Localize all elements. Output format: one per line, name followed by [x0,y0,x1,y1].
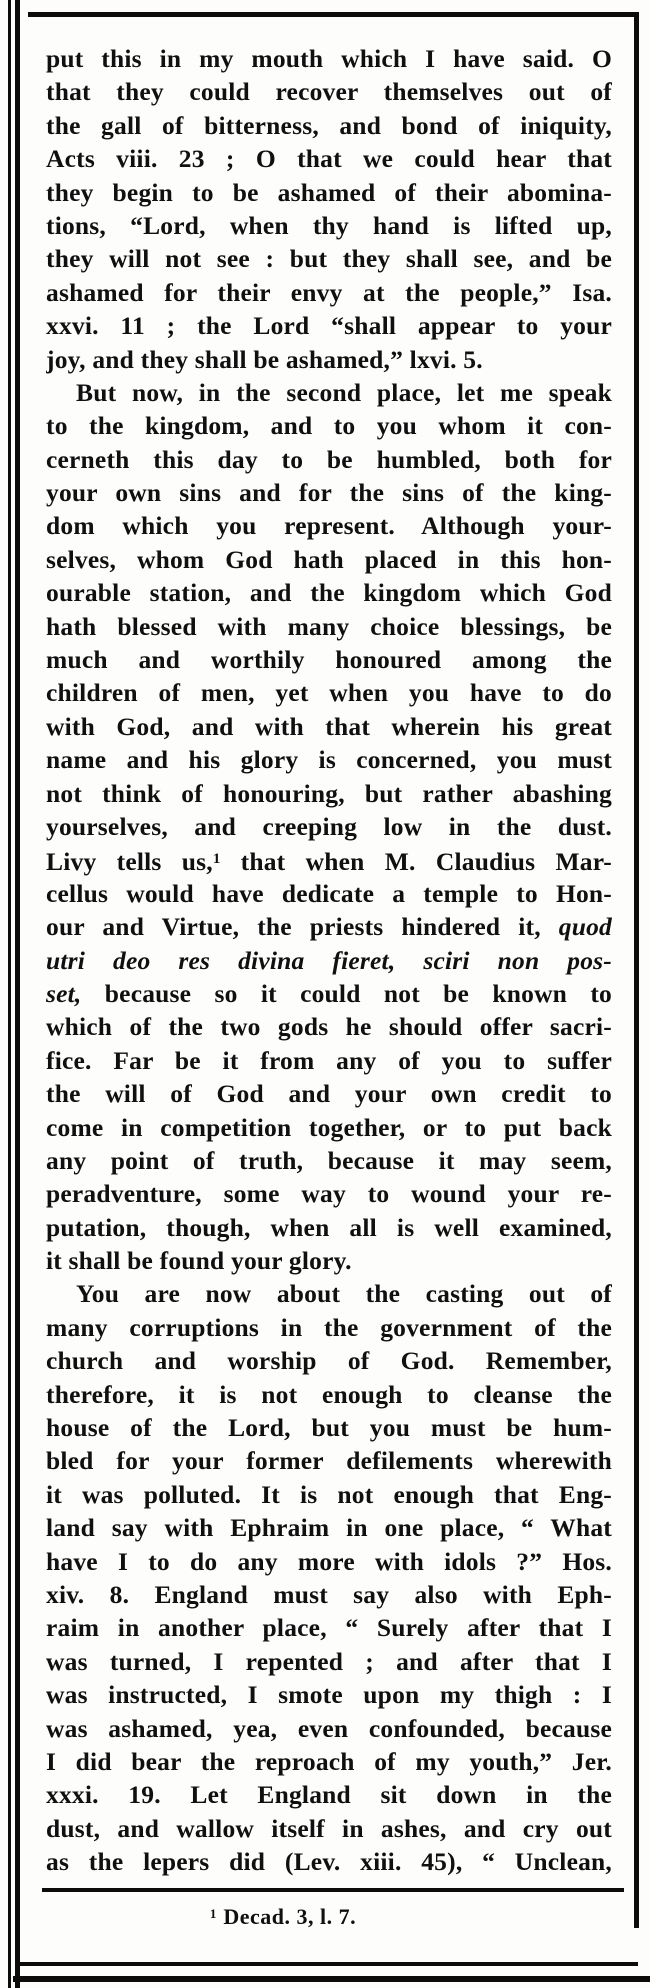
text-line: the gall of bitterness, and bond of iniquity, [46,110,612,140]
footnote-text: Decad. 3, l. 7. [223,1904,357,1929]
text-line: therefore, it is not enough to cleanse the [46,1379,612,1409]
text-line: to the kingdom, and to you whom it con- [46,411,612,441]
text-line: Livy tells us,$^1$ that when M. Claudius Mar- [46,847,612,877]
text-line: name and his glory is concerned, you must [46,745,612,775]
footnote-reference-mark: 1 [209,1906,217,1921]
text-line: I did bear the reproach of my youth,” Jer. [46,1746,612,1776]
text-line: have I to do any more with idols ?” Hos. [46,1546,612,1576]
text-line: many corruptions in the government of the [46,1312,612,1342]
text-line: church and worship of God. Remember, [46,1346,612,1376]
text-line: hath blessed with many choice blessings, be [46,611,612,641]
text-line: it was polluted. It is not enough that Eng- [46,1479,612,1509]
text-line: set, because so it could not be known to [46,978,612,1008]
text-line: that they could recover themselves out of [46,77,612,107]
text-line: But now, in the second place, let me speak [76,377,612,407]
text-line: the will of God and your own credit to [46,1079,612,1109]
bottom-border-rule-lower [13,1976,650,1982]
top-border-rule [28,12,639,17]
text-line: as the lepers did (Lev. xiii. 45), “ Unclean, [46,1847,612,1877]
text-line: xxvi. 11 ; the Lord “shall appear to your [46,311,612,341]
text-line: xiv. 8. England must say also with Eph- [46,1579,612,1609]
text-line: utri deo res divina fieret, sciri non pos- [46,945,612,975]
text-line: much and worthily honoured among the [46,645,612,675]
right-border-rule [634,12,639,1928]
text-line: bled for your former defilements wherewith [46,1446,612,1476]
text-line: peradventure, some way to wound your re- [46,1179,612,1209]
text-line: was instructed, I smote upon my thigh : I [46,1680,612,1710]
text-line: they will not see : but they shall see, and be [46,244,612,274]
text-line: Acts viii. 23 ; O that we could hear that [46,144,612,174]
text-line: your own sins and for the sins of the king- [46,478,612,508]
text-line: cellus would have dedicate a temple to Hon- [46,878,612,908]
text-line: our and Virtue, the priests hindered it, quod [46,912,612,942]
text-line: tions, “Lord, when thy hand is lifted up, [46,210,612,240]
page-text-column [46,42,612,1878]
text-line: come in competition together, or to put back [46,1112,612,1142]
text-line: it shall be found your glory. [46,1246,352,1276]
text-line: dom which you represent. Although your- [46,511,612,541]
text-line: which of the two gods he should offer sacri- [46,1012,612,1042]
text-line: they begin to be ashamed of their abomina- [46,177,612,207]
text-line: cerneth this day to be humbled, both for [46,444,612,474]
text-line: dust, and wallow itself in ashes, and cry out [46,1813,612,1843]
text-line: putation, though, when all is well examined, [46,1212,612,1242]
text-line: with God, and with that wherein his great [46,711,612,741]
text-line: children of men, yet when you have to do [46,678,612,708]
left-outer-border-rule [8,0,11,1988]
text-line: ashamed for their envy at the people,” Isa. [46,277,612,307]
text-line: land say with Ephraim in one place, “ What [46,1513,612,1543]
text-line: raim in another place, “ Surely after that I [46,1613,612,1643]
text-line: house of the Lord, but you must be hum- [46,1413,612,1443]
text-line: fice. Far be it from any of you to suffer [46,1045,612,1075]
bottom-border-rule-upper [20,1962,638,1966]
text-line: any point of truth, because it may seem, [46,1145,612,1175]
text-line: put this in my mouth which I have said. O [46,44,612,73]
text-line: ourable station, and the kingdom which God [46,578,612,608]
footnote-reference-mark: 1 [212,851,221,868]
left-inner-border-rule [15,0,20,1988]
text-line: yourselves, and creeping low in the dust. [46,811,612,841]
text-line: You are now about the casting out of [76,1279,612,1309]
footnote-separator-rule [42,1888,624,1892]
text-line: was turned, I repented ; and after that I [46,1646,612,1676]
footnote [48,1904,518,1930]
text-line: selves, whom God hath placed in this hon- [46,544,612,574]
text-line: xxxi. 19. Let England sit down in the [46,1780,612,1810]
text-line: was ashamed, yea, even confounded, because [46,1713,612,1743]
text-line: not think of honouring, but rather abashing [46,778,612,808]
text-line: joy, and they shall be ashamed,” lxvi. 5. [46,344,483,374]
